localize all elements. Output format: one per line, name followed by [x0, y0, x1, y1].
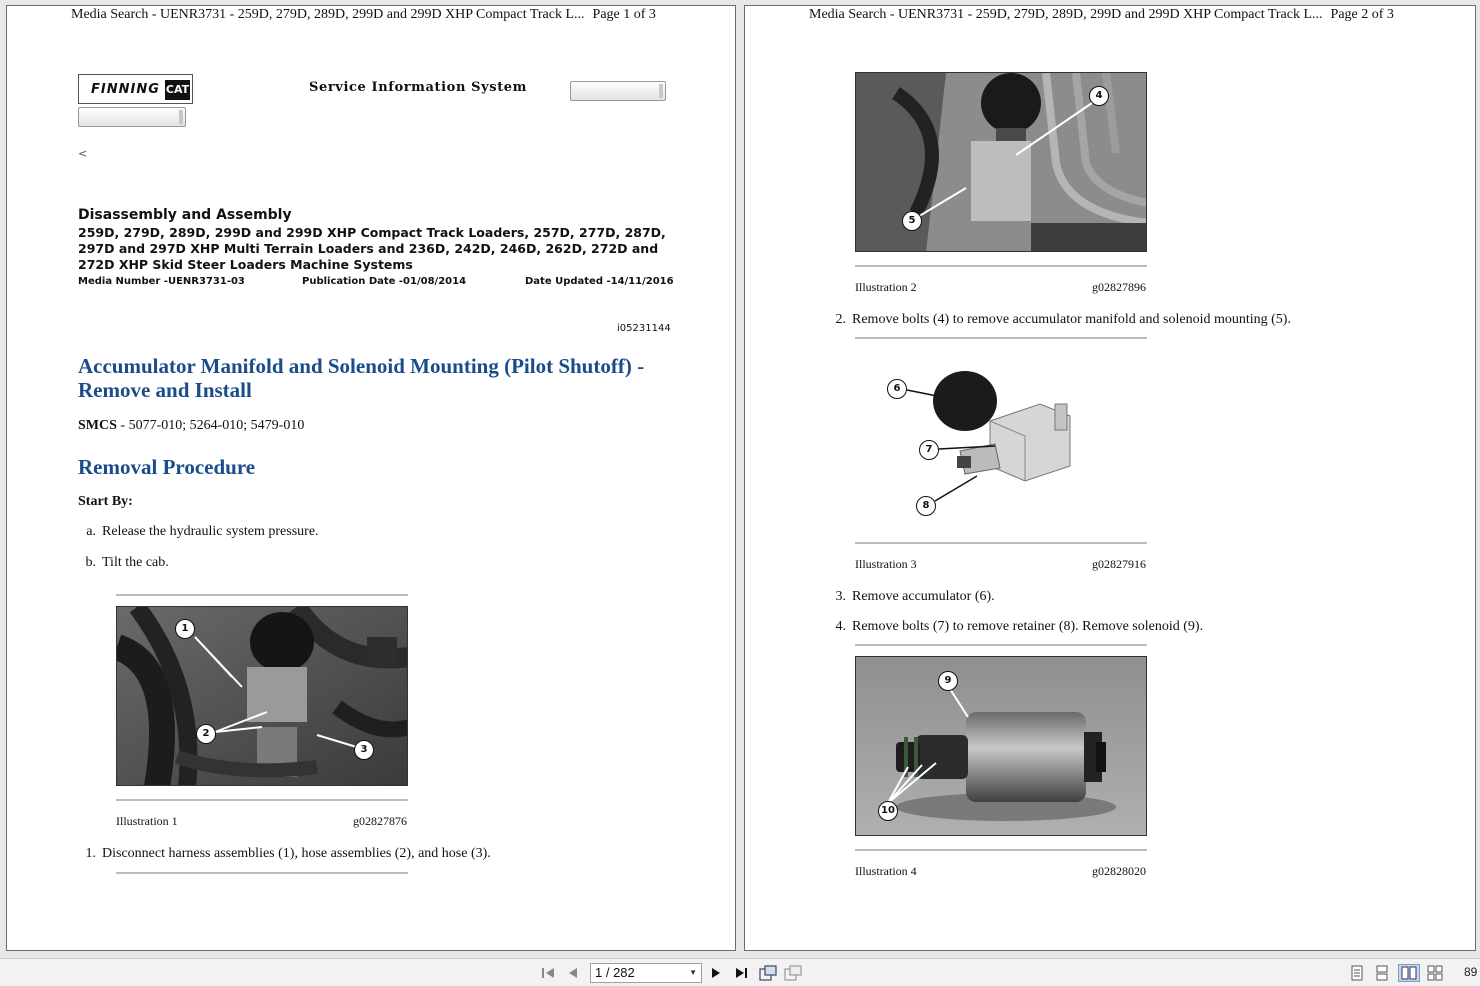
form-field-left[interactable]	[78, 107, 186, 127]
two-page-continuous-icon[interactable]	[1426, 964, 1444, 982]
prereq-item	[78, 555, 169, 571]
sis-title: Service Information System	[309, 80, 528, 95]
publication-date: Publication Date -01/08/2014	[302, 276, 467, 287]
pdf-page-1	[6, 5, 736, 951]
prereq-marker: b.	[85, 555, 96, 570]
zoom-level[interactable]: 89	[1464, 965, 1478, 979]
step-item	[828, 589, 995, 605]
illustration-4-graphic	[856, 657, 1147, 836]
illustration-id: g02827896	[1092, 280, 1146, 294]
fit-icon[interactable]	[784, 964, 802, 982]
media-number: Media Number -UENR3731-03	[78, 276, 245, 287]
callout-marker: 8	[916, 496, 936, 516]
finning-cat-logo	[78, 74, 193, 104]
page-number-input[interactable]	[590, 963, 702, 983]
step-marker: 1.	[85, 846, 96, 861]
step-text: Remove bolts (4) to remove accumulator manifold and solenoid mounting (5).	[852, 312, 1291, 327]
step-item	[78, 846, 491, 862]
page-header-title: Media Search - UENR3731 - 259D, 279D, 289D, 299D and 299D XHP Compact Track L...	[809, 7, 1323, 22]
callout-marker: 4	[1089, 86, 1109, 106]
prev-page-icon[interactable]	[564, 964, 582, 982]
step-text: Remove accumulator (6).	[852, 589, 995, 604]
callout-marker: 2	[196, 724, 216, 744]
illustration-caption: Illustration 3	[855, 557, 917, 571]
step-item	[828, 312, 1291, 328]
back-arrow-icon[interactable]: <	[78, 147, 88, 160]
two-page-icon[interactable]	[1398, 964, 1420, 982]
step-marker: 3.	[835, 589, 846, 604]
illustration-rule	[116, 872, 408, 874]
rotate-icon[interactable]	[759, 964, 777, 982]
next-page-icon[interactable]	[707, 964, 725, 982]
callout-marker: 10	[878, 801, 898, 821]
illustration-caption: Illustration 1	[116, 814, 178, 828]
single-page-icon[interactable]	[1348, 964, 1366, 982]
step-item	[828, 619, 1203, 635]
smcs-line	[78, 418, 304, 434]
callout-marker: 6	[887, 379, 907, 399]
illustration-1-image	[116, 606, 408, 786]
step-text: Disconnect harness assemblies (1), hose assemblies (2), and hose (3).	[102, 846, 491, 861]
last-page-icon[interactable]	[732, 964, 750, 982]
smcs-label: SMCS	[78, 418, 117, 433]
illustration-rule	[855, 644, 1147, 646]
first-page-icon[interactable]	[540, 964, 558, 982]
step-text: Remove bolts (7) to remove retainer (8). Remove solenoid (9).	[852, 619, 1204, 634]
viewer-toolbar	[0, 958, 1480, 986]
prereq-text: Tilt the cab.	[102, 555, 169, 570]
page-header-title: Media Search - UENR3731 - 259D, 279D, 289D, 299D and 299D XHP Compact Track L...	[71, 7, 585, 22]
callout-marker: 7	[919, 440, 939, 460]
callout-marker: 9	[938, 671, 958, 691]
prereq-text: Release the hydraulic system pressure.	[102, 524, 319, 539]
illustration-rule	[116, 799, 408, 801]
prereq-marker: a.	[86, 524, 96, 539]
continuous-icon[interactable]	[1373, 964, 1391, 982]
doc-id: i05231144	[617, 323, 671, 334]
prereq-item	[78, 524, 319, 540]
logo-finning-text: FINNING	[91, 82, 160, 97]
illustration-id: g02827916	[1092, 557, 1146, 571]
form-field-top-right[interactable]	[570, 81, 666, 101]
illustration-caption: Illustration 4	[855, 864, 917, 878]
section-title: Removal Procedure	[78, 455, 256, 479]
illustration-rule	[855, 849, 1147, 851]
page-header	[71, 7, 656, 23]
page-header	[809, 7, 1394, 23]
illustration-2-image	[855, 72, 1147, 252]
date-updated: Date Updated -14/11/2016	[525, 276, 674, 287]
illustration-id: g02827876	[353, 814, 407, 828]
chevron-down-icon[interactable]: ▼	[689, 968, 697, 977]
illustration-id: g02828020	[1092, 864, 1146, 878]
illustration-rule	[116, 594, 408, 596]
illustration-rule	[855, 265, 1147, 267]
page-number-value: 1 / 282	[595, 965, 635, 980]
doc-subtitle: 259D, 279D, 289D, 299D and 299D XHP Compact Track Loaders, 257D, 277D, 287D, 297D and 297D XHP Multi Terrain Loaders and 236D, 242D, 246D, 262D, 272D and 272D XHP Skid Steer Loaders Machine Systems	[78, 225, 666, 272]
page-number-label: Page 1 of 3	[592, 7, 656, 22]
start-by-label: Start By:	[78, 494, 133, 509]
smcs-codes: - 5077-010; 5264-010; 5479-010	[116, 418, 305, 433]
page-number-label: Page 2 of 3	[1330, 7, 1394, 22]
step-marker: 2.	[835, 312, 846, 327]
doc-type: Disassembly and Assembly	[78, 207, 292, 223]
illustration-3-image	[855, 356, 1147, 536]
step-marker: 4.	[835, 619, 846, 634]
callout-marker: 1	[175, 619, 195, 639]
illustration-4-image	[855, 656, 1147, 836]
callout-marker: 3	[354, 740, 374, 760]
main-title: Accumulator Manifold and Solenoid Mounting (Pilot Shutoff) - Remove and Install	[78, 354, 645, 402]
pdf-page-2	[744, 5, 1476, 951]
illustration-rule	[855, 542, 1147, 544]
illustration-caption: Illustration 2	[855, 280, 917, 294]
callout-marker: 5	[902, 211, 922, 231]
illustration-rule	[855, 337, 1147, 339]
logo-cat-text: CAT	[165, 80, 190, 100]
